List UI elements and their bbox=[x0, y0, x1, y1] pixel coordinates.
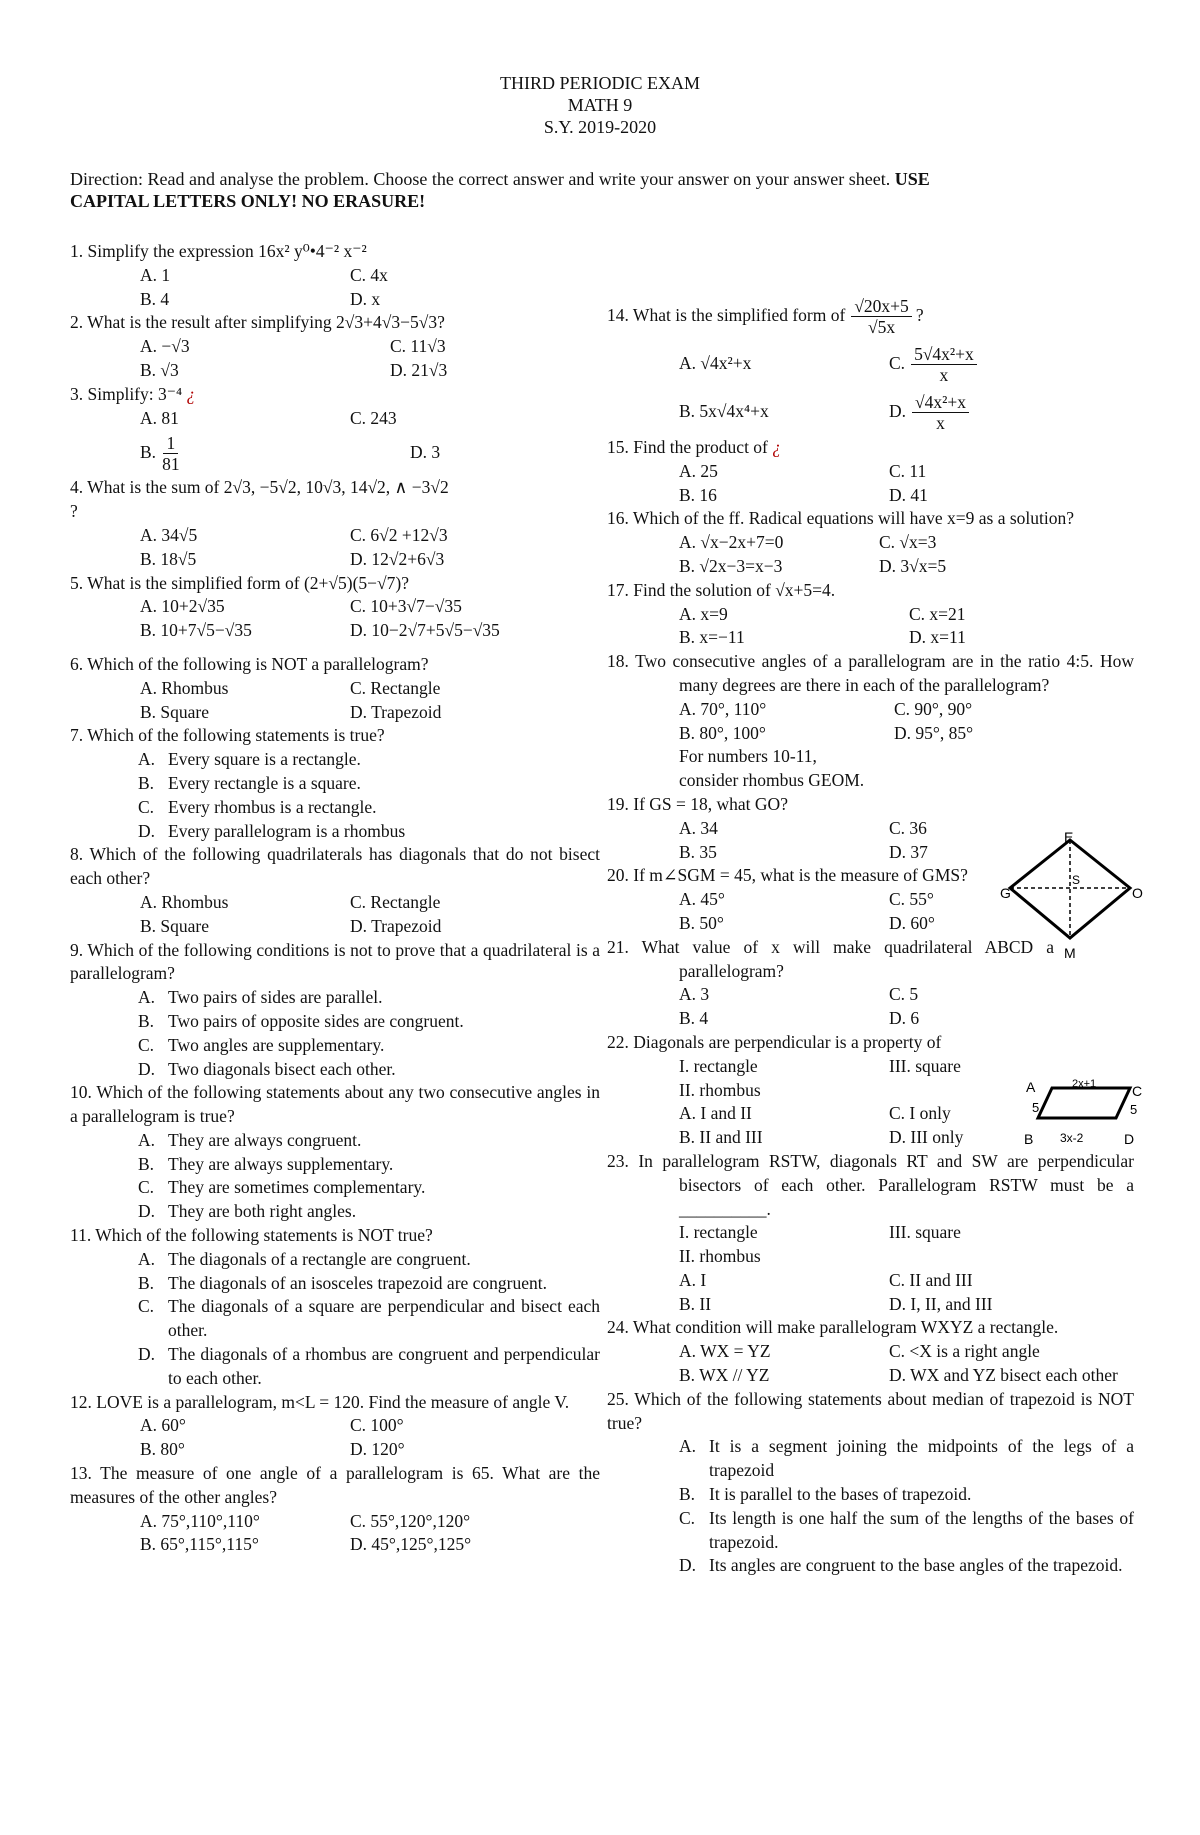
fraction-numerator: 1 bbox=[163, 433, 178, 454]
choice-list bbox=[138, 986, 600, 1081]
choice-b-prefix: B. bbox=[140, 442, 157, 463]
option-i: I. rectangle bbox=[679, 1222, 758, 1243]
rhombus-diagram bbox=[1000, 829, 1143, 970]
choice-b: B. √3 bbox=[140, 359, 179, 380]
choice-d: D. 41 bbox=[889, 484, 928, 505]
question-16 bbox=[607, 507, 1134, 578]
question-text: 1. Simplify the expression 16x² y⁰•4⁻² x⁻² bbox=[70, 241, 367, 261]
choice-b bbox=[140, 430, 350, 476]
label-b: B bbox=[1024, 1131, 1034, 1147]
choice-a: A. 45° bbox=[679, 889, 725, 910]
choice-b: B. 35 bbox=[679, 841, 717, 862]
choice-d: D. x=11 bbox=[909, 627, 966, 648]
choice-b: B. Square bbox=[140, 915, 210, 936]
label-bottom-side: 3x-2 bbox=[1060, 1131, 1084, 1145]
label-e: E bbox=[1064, 829, 1074, 845]
choice-c: C. 36 bbox=[889, 817, 927, 838]
left-column bbox=[70, 240, 600, 1557]
choice-d: D. 120° bbox=[350, 1439, 405, 1460]
choice-c-prefix: C. bbox=[889, 353, 906, 374]
choice-c: C. √x=3 bbox=[879, 532, 937, 553]
choice-d: D. x bbox=[350, 288, 381, 309]
note-text: consider rhombus GEOM. bbox=[679, 770, 865, 791]
choice-c: C. <X is a right angle bbox=[889, 1341, 1040, 1362]
question-text: 7. Which of the following statements is true? bbox=[70, 725, 385, 746]
choice-a: A. Rhombus bbox=[140, 677, 229, 698]
choice-c: C. 4x bbox=[350, 264, 388, 285]
question-23 bbox=[607, 1150, 1134, 1317]
choice-b: B. 80°, 100° bbox=[679, 722, 766, 743]
choice-b: B. √2x−3=x−3 bbox=[679, 555, 783, 576]
question-1 bbox=[70, 240, 600, 311]
question-12 bbox=[70, 1391, 600, 1462]
fraction bbox=[911, 344, 977, 385]
question-text: 6. Which of the following is NOT a parallelogram? bbox=[70, 653, 429, 674]
choice-d: D. 21√3 bbox=[390, 359, 448, 380]
question-9 bbox=[70, 939, 600, 1082]
choice-b: B. The diagonals of an isosceles trapezoid are congruent. bbox=[138, 1272, 548, 1293]
question-17 bbox=[607, 579, 1134, 650]
parallelogram-diagram bbox=[1020, 1078, 1145, 1158]
label-c: C bbox=[1132, 1083, 1143, 1099]
question-5 bbox=[70, 572, 600, 643]
exam-header bbox=[0, 72, 1200, 138]
label-m: M bbox=[1064, 945, 1076, 961]
choice-b: B. 50° bbox=[679, 912, 724, 933]
choice-a: A. WX = YZ bbox=[679, 1341, 771, 1362]
choice-list bbox=[138, 1129, 600, 1224]
question-text: 14. What is the simplified form of bbox=[607, 305, 846, 326]
question-18 bbox=[607, 650, 1134, 793]
question-text: 18. Two consecutive angles of a parallelogram are in the ratio 4:5. How many degrees are there in each of the parallelogram? bbox=[607, 651, 1134, 695]
fraction-numerator: 5√4x²+x bbox=[911, 344, 977, 365]
choice-a: A. 60° bbox=[140, 1415, 186, 1436]
choice-b: B. They are always supplementary. bbox=[138, 1153, 394, 1174]
choice-d: D. Trapezoid bbox=[350, 701, 442, 722]
school-year: S.Y. 2019-2020 bbox=[543, 117, 657, 137]
choice-a: A. 70°, 110° bbox=[679, 698, 767, 719]
choice-list bbox=[138, 1248, 600, 1391]
choice-b: B. WX // YZ bbox=[679, 1365, 770, 1386]
label-d: D bbox=[1124, 1131, 1135, 1147]
question-text: 16. Which of the ff. Radical equations will have x=9 as a solution? bbox=[607, 508, 1075, 529]
question-2 bbox=[70, 311, 600, 382]
choice-b: B. 18√5 bbox=[140, 548, 197, 569]
choice-c bbox=[889, 340, 1109, 388]
question-text: 2. What is the result after simplifying 2√3+4√3−5√3? bbox=[70, 312, 445, 333]
fraction-numerator: √4x²+x bbox=[912, 392, 969, 413]
choice-d: D. 12√2+6√3 bbox=[350, 548, 445, 569]
choice-d: D. I, II, and III bbox=[889, 1293, 993, 1314]
label-g: G bbox=[1000, 885, 1011, 901]
question-text: 25. Which of the following statements about median of trapezoid is NOT true? bbox=[607, 1388, 1134, 1433]
choice-d: D. The diagonals of a rhombus are congruent and perpendicular to each other. bbox=[138, 1344, 600, 1388]
choice-d: D. 45°,125°,125° bbox=[350, 1534, 472, 1555]
choice-c: C. 100° bbox=[350, 1415, 404, 1436]
option-ii: II. rhombus bbox=[679, 1246, 761, 1267]
fraction-denominator: √5x bbox=[868, 316, 896, 337]
fraction-denominator: 81 bbox=[162, 453, 180, 474]
question-11 bbox=[70, 1224, 600, 1391]
label-left-side: 5 bbox=[1032, 1100, 1040, 1115]
question-text: 24. What condition will make parallelogram WXYZ a rectangle. bbox=[607, 1317, 1059, 1338]
choice-d: D. Two diagonals bisect each other. bbox=[138, 1058, 396, 1079]
fraction-denominator: x bbox=[936, 412, 945, 433]
question-text: 12. LOVE is a parallelogram, m<L = 120. Find the measure of angle V. bbox=[70, 1391, 570, 1412]
choice-a: A. 10+2√35 bbox=[140, 596, 225, 617]
label-o: O bbox=[1132, 885, 1143, 901]
choice-b: B. Square bbox=[140, 701, 210, 722]
choice-d bbox=[889, 388, 1109, 436]
choice-b: B. 4 bbox=[679, 1008, 709, 1029]
choice-b: B. 10+7√5−√35 bbox=[140, 620, 252, 641]
option-iii: III. square bbox=[889, 1055, 961, 1076]
question-text: 23. In parallelogram RSTW, diagonals RT and SW are perpendicular bisectors of each other. Parallelogram RSTW must be a __________. bbox=[607, 1150, 1134, 1219]
question-4 bbox=[70, 476, 600, 571]
question-mark: ? bbox=[915, 305, 924, 326]
choice-a: A. I bbox=[679, 1269, 707, 1290]
question-15 bbox=[607, 436, 1134, 507]
direction-emphasis-2: CAPITAL LETTERS ONLY! NO ERASURE! bbox=[70, 191, 426, 211]
direction-paragraph bbox=[70, 168, 1130, 212]
choice-d: D. 3 bbox=[410, 442, 441, 463]
question-text: 13. The measure of one angle of a parallelogram is 65. What are the measures of the other angles? bbox=[70, 1463, 600, 1507]
choice-c: C. 11 bbox=[889, 460, 927, 481]
question-text: 5. What is the simplified form of (2+√5)(5−√7)? bbox=[70, 572, 409, 593]
choice-b: B. 80° bbox=[140, 1439, 185, 1460]
label-s: S bbox=[1072, 873, 1081, 887]
choice-d: D. They are both right angles. bbox=[138, 1201, 357, 1222]
question-6 bbox=[70, 653, 600, 724]
choice-c: C. 6√2 +12√3 bbox=[350, 524, 448, 545]
fraction bbox=[851, 296, 911, 337]
choice-a: A. It is a segment joining the midpoints of the legs of a trapezoid bbox=[679, 1436, 1134, 1481]
question-text: 20. If m∠SGM = 45, what is the measure of GMS? bbox=[607, 865, 968, 886]
choice-d: D. 95°, 85° bbox=[894, 722, 974, 743]
choice-d: D. Its angles are congruent to the base angles of the trapezoid. bbox=[679, 1555, 1123, 1576]
choice-a: A. 75°,110°,110° bbox=[140, 1510, 260, 1531]
question-text: 4. What is the sum of 2√3, −5√2, 10√3, 14√2, ∧ −3√2 bbox=[70, 477, 449, 498]
choice-a: A. The diagonals of a rectangle are congruent. bbox=[138, 1248, 471, 1269]
choice-c: C. II and III bbox=[889, 1269, 973, 1290]
direction-emphasis-1: USE bbox=[894, 169, 930, 189]
choice-c: C. Rectangle bbox=[350, 677, 441, 698]
question-text: 10. Which of the following statements about any two consecutive angles in a parallelogram is true? bbox=[70, 1082, 600, 1127]
choice-b: B. 4 bbox=[140, 288, 170, 309]
choice-a: A. 1 bbox=[140, 264, 171, 285]
choice-d: D. 10−2√7+5√5−√35 bbox=[350, 620, 500, 641]
fraction-denominator: x bbox=[939, 364, 949, 385]
choice-c: C. Every rhombus is a rectangle. bbox=[138, 796, 377, 817]
question-3 bbox=[70, 383, 600, 477]
question-10 bbox=[70, 1081, 600, 1224]
choice-c: C. 5 bbox=[889, 984, 919, 1005]
option-i: I. rectangle bbox=[679, 1055, 758, 1076]
choice-c: C. I only bbox=[889, 1103, 951, 1124]
label-right-side: 5 bbox=[1130, 1102, 1138, 1117]
question-13 bbox=[70, 1462, 600, 1557]
parallelogram-shape bbox=[1038, 1088, 1130, 1118]
choice-c: C. Its length is one half the sum of the lengths of the bases of trapezoid. bbox=[679, 1507, 1134, 1552]
choice-d: D. Trapezoid bbox=[350, 915, 442, 936]
choice-b: B. Two pairs of opposite sides are congruent. bbox=[138, 1010, 464, 1031]
choice-d: D. 6 bbox=[889, 1008, 920, 1029]
note-text: For numbers 10-11, bbox=[679, 746, 817, 767]
choice-d: D. 37 bbox=[889, 841, 928, 862]
choice-b: B. x=−11 bbox=[679, 627, 745, 648]
fraction bbox=[162, 433, 180, 474]
choice-a: A. They are always congruent. bbox=[138, 1129, 362, 1150]
choice-c: C. Two angles are supplementary. bbox=[138, 1034, 385, 1055]
choice-a: A. 25 bbox=[679, 460, 718, 481]
choice-a: A. I and II bbox=[679, 1103, 752, 1124]
choice-d: D. 3√x=5 bbox=[879, 555, 947, 576]
choice-c: C. 90°, 90° bbox=[894, 698, 973, 719]
choice-c: C. 55° bbox=[889, 889, 934, 910]
exam-title: THIRD PERIODIC EXAM bbox=[500, 73, 700, 93]
choice-a: A. √x−2x+7=0 bbox=[679, 532, 784, 553]
choice-a: A. x=9 bbox=[679, 603, 728, 624]
choice-a: A. Every square is a rectangle. bbox=[138, 749, 361, 770]
choice-a: A. √4x²+x bbox=[679, 353, 752, 374]
choice-a: A. 34√5 bbox=[140, 524, 198, 545]
question-24 bbox=[607, 1316, 1134, 1387]
choice-c: C. x=21 bbox=[909, 603, 966, 624]
choice-list bbox=[679, 1435, 1134, 1578]
choice-b: B. It is parallel to the bases of trapezoid. bbox=[679, 1484, 972, 1505]
choice-c: C. 55°,120°,120° bbox=[350, 1510, 471, 1531]
option-ii: II. rhombus bbox=[679, 1079, 761, 1100]
question-text: 3. Simplify: 3⁻⁴ bbox=[70, 383, 183, 404]
choice-d: D. Every parallelogram is a rhombus bbox=[138, 820, 406, 841]
direction-text: Direction: Read and analyse the problem. Choose the correct answer and write your answer on your answer sheet. bbox=[70, 169, 895, 189]
question-text: 9. Which of the following conditions is not to prove that a quadrilateral is a parallelogram? bbox=[70, 939, 600, 984]
option-iii: III. square bbox=[889, 1222, 961, 1243]
question-7 bbox=[70, 724, 600, 843]
question-text: 15. Find the product of bbox=[607, 437, 768, 457]
choice-c: C. Rectangle bbox=[350, 891, 441, 912]
question-text: 17. Find the solution of √x+5=4. bbox=[607, 579, 836, 600]
label-a: A bbox=[1026, 1079, 1036, 1095]
choice-c: C. They are sometimes complementary. bbox=[138, 1177, 426, 1198]
choice-b: B. 65°,115°,115° bbox=[140, 1534, 259, 1555]
choice-b: B. II bbox=[679, 1293, 712, 1314]
symbol-glyph: ¿ bbox=[186, 383, 196, 404]
label-top-side: 2x+1 bbox=[1072, 1078, 1097, 1090]
question-8 bbox=[70, 843, 600, 938]
fraction bbox=[912, 392, 969, 433]
choice-b: B. Every rectangle is a square. bbox=[138, 772, 361, 793]
question-text: 22. Diagonals are perpendicular is a property of bbox=[607, 1031, 942, 1052]
question-25 bbox=[607, 1388, 1134, 1578]
choice-b: B. 16 bbox=[679, 484, 717, 505]
choice-a: A. 81 bbox=[140, 407, 179, 428]
choice-a: A. Rhombus bbox=[140, 891, 229, 912]
exam-subject: MATH 9 bbox=[567, 95, 633, 115]
choice-d: D. WX and YZ bisect each other bbox=[889, 1365, 1118, 1386]
choice-c: C. 11√3 bbox=[390, 336, 446, 357]
choice-d-prefix: D. bbox=[889, 401, 907, 422]
choice-c: C. 10+3√7−√35 bbox=[350, 596, 462, 617]
choice-d: D. 60° bbox=[889, 912, 935, 933]
question-text: 8. Which of the following quadrilaterals has diagonals that do not bisect each other? bbox=[70, 844, 600, 889]
choice-a: A. −√3 bbox=[140, 336, 190, 357]
choice-a: A. Two pairs of sides are parallel. bbox=[138, 987, 383, 1008]
question-text: 11. Which of the following statements is NOT true? bbox=[70, 1225, 433, 1246]
choice-list bbox=[138, 748, 600, 843]
choice-b: B. 5x√4x⁴+x bbox=[679, 401, 769, 422]
choice-d: D. III only bbox=[889, 1127, 964, 1148]
symbol-glyph: ¿ bbox=[772, 437, 782, 457]
choice-b: B. II and III bbox=[679, 1127, 763, 1148]
question-text-cont: ? bbox=[70, 501, 78, 522]
question-14 bbox=[607, 292, 1134, 436]
question-text: 21. What value of x will make quadrilateral ABCD a parallelogram? bbox=[607, 936, 1054, 981]
question-text: 19. If GS = 18, what GO? bbox=[607, 793, 788, 814]
choice-a: A. 34 bbox=[679, 817, 718, 838]
choice-c: C. The diagonals of a square are perpendicular and bisect each other. bbox=[138, 1296, 600, 1341]
choice-a: A. 3 bbox=[679, 984, 710, 1005]
choice-c: C. 243 bbox=[350, 407, 397, 428]
fraction-numerator: √20x+5 bbox=[851, 296, 911, 317]
